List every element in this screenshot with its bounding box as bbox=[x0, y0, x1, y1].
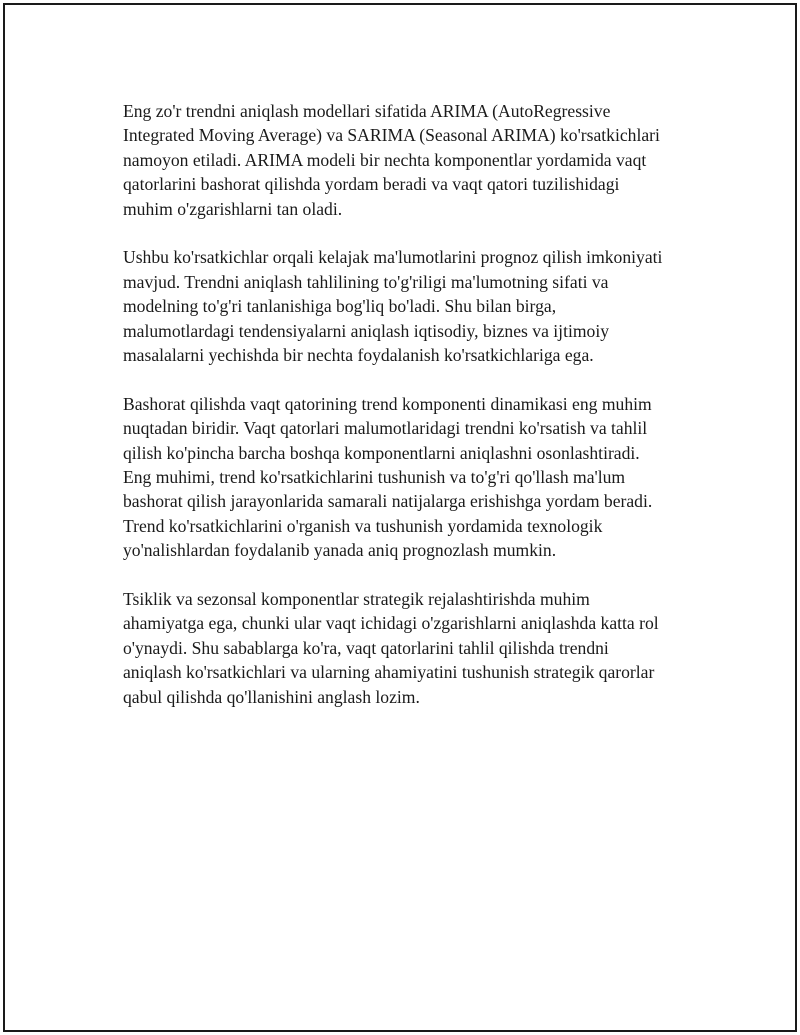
paragraph-cyclical-seasonal: Tsiklik va sezonsal komponentlar strategik rejalashtirishda muhim ahamiyatga ega, chunki ular vaqt ichidagi o'zgarishlarni aniqlashda katta rol o'ynaydi. Shu sabablarga ko'ra, vaqt qatorlarini tahlil qilishda trendni aniqlash ko'rsatkichlari va ularning ahamiyatini tushunish strategik qarorlar qabul qilishda qo'llanishini anglash lozim. bbox=[123, 589, 659, 707]
page-frame bbox=[3, 3, 797, 1032]
paragraph-arima-models: Eng zo'r trendni aniqlash modellari sifatida ARIMA (AutoRegressive Integrated Moving Average) va SARIMA (Seasonal ARIMA) ko'rsatkichlari namoyon etiladi. ARIMA modeli bir nechta komponentlar yordamida vaqt qatorlarini bashorat qilishda yordam beradi va vaqt qatori tuzilishidagi muhim o'zgarishlarni tan oladi. bbox=[123, 101, 660, 219]
paragraph-trend-component: Bashorat qilishda vaqt qatorining trend komponenti dinamikasi eng muhim nuqtadan biridir. Vaqt qatorlari malumotlaridagi trendni ko'rsatish va tahlil qilish ko'pincha barcha boshqa komponentlarni aniqlashni osonlashtiradi. Eng muhimi, trend ko'rsatkichlarini tushunish va to'g'ri qo'llash ma'lum bashorat qilish jarayonlarida samarali natijalarga erishishga yordam beradi. Trend ko'rsatkichlarini o'rganish va tushunish yordamida texnologik yo'nalishlardan foydalanib yanada aniq prognozlash mumkin. bbox=[123, 393, 653, 561]
paragraph-forecasting-indicators: Ushbu ko'rsatkichlar orqali kelajak ma'lumotlarini prognoz qilish imkoniyati mavjud. Trendni aniqlash tahlilining to'g'riligi ma'lumotning sifati va modelning to'g'ri tanlanishiga bog'liq bo'ladi. Shu bilan birga, malumotlardagi tendensiyalarni aniqlash iqtisodiy, biznes va ijtimoiy masalalarni yechishda bir nechta foydalanish ko'rsatkichlariga ega. bbox=[123, 247, 663, 366]
document-body bbox=[123, 99, 703, 734]
